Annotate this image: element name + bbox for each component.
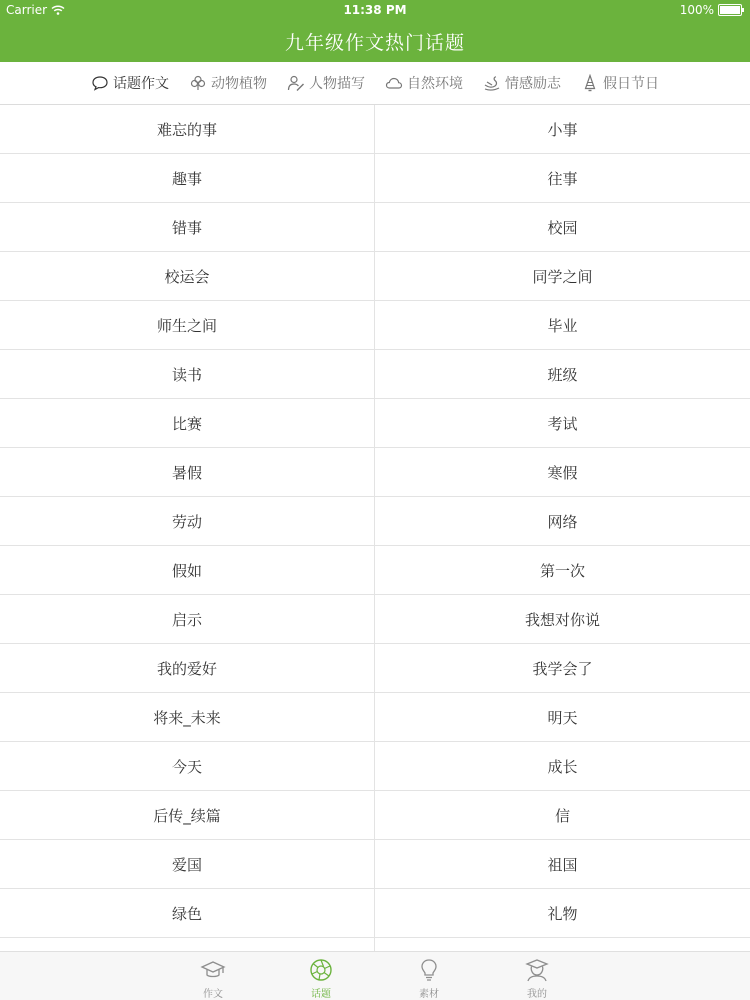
table-row — [0, 350, 750, 399]
table-row — [0, 497, 750, 546]
tab-emotion-inspiration[interactable] — [483, 73, 561, 93]
topic-cell[interactable]: 师生之间 — [0, 301, 375, 349]
topic-cell[interactable]: 错事 — [0, 203, 375, 251]
clover-icon — [189, 74, 207, 92]
topic-cell[interactable]: 明天 — [547, 708, 578, 727]
tab-label: 人物描写 — [309, 76, 365, 92]
tab-label: 自然环境 — [407, 76, 463, 92]
status-time: 11:38 PM — [343, 3, 407, 17]
person-pen-icon — [287, 74, 305, 92]
table-row — [0, 448, 750, 497]
tab-topic-essay[interactable] — [91, 73, 169, 93]
topic-cell[interactable]: 第一次 — [539, 561, 585, 580]
topic-cell[interactable]: 同学之间 — [532, 267, 593, 286]
topic-cell[interactable]: 考试 — [547, 414, 578, 433]
table-row — [0, 546, 750, 595]
table-row — [0, 742, 750, 791]
page-title: 九年级作文热门话题 — [284, 32, 465, 54]
topic-cell-empty[interactable] — [375, 938, 750, 951]
topic-cell[interactable]: 毕业 — [547, 316, 578, 335]
table-row — [0, 889, 750, 938]
christmas-tree-icon — [581, 74, 599, 92]
topic-cell[interactable]: 启示 — [0, 595, 375, 643]
topic-cell[interactable]: 往事 — [547, 169, 578, 188]
battery-label: 100% — [679, 3, 714, 17]
topic-cell[interactable]: 校园 — [547, 218, 578, 237]
table-row-partial — [0, 938, 750, 951]
table-row — [0, 154, 750, 203]
table-row — [0, 644, 750, 693]
topic-cell[interactable]: 爱国 — [0, 840, 375, 888]
topic-cell[interactable]: 成长 — [547, 757, 578, 776]
table-row — [0, 252, 750, 301]
header — [0, 0, 750, 62]
topic-cell[interactable]: 假如 — [0, 546, 375, 594]
aperture-icon — [308, 957, 334, 983]
table-row — [0, 840, 750, 889]
tab-character-description[interactable] — [287, 73, 365, 93]
tabbar-item-materials[interactable] — [399, 957, 459, 1000]
table-row — [0, 693, 750, 742]
topic-grid — [0, 105, 750, 951]
topic-cell[interactable]: 趣事 — [0, 154, 375, 202]
topic-cell[interactable]: 校运会 — [0, 252, 375, 300]
tab-animals-plants[interactable] — [189, 73, 267, 93]
speech-bubble-icon — [91, 74, 109, 92]
topic-cell[interactable]: 我的爱好 — [0, 644, 375, 692]
topic-cell[interactable]: 信 — [554, 806, 570, 825]
status-bar — [0, 0, 750, 22]
tab-label: 话题作文 — [113, 76, 169, 92]
tab-label: 动物植物 — [211, 76, 267, 92]
tab-natural-environment[interactable] — [385, 73, 463, 93]
topic-cell[interactable]: 班级 — [547, 365, 578, 384]
swan-icon — [483, 74, 501, 92]
battery-icon — [718, 4, 742, 16]
topic-cell[interactable]: 读书 — [0, 350, 375, 398]
category-tabs — [0, 62, 750, 105]
tabbar-item-mine[interactable] — [507, 957, 567, 1000]
topic-cell[interactable]: 网络 — [547, 512, 578, 531]
student-avatar-icon — [524, 957, 550, 983]
lightbulb-icon — [416, 957, 442, 983]
table-row — [0, 791, 750, 840]
battery — [680, 3, 742, 17]
topic-cell[interactable]: 将来_未来 — [0, 693, 375, 741]
tab-holidays-festivals[interactable] — [581, 73, 659, 93]
cloud-icon — [385, 74, 403, 92]
tabbar-label: 我的 — [527, 989, 547, 1000]
table-row — [0, 595, 750, 644]
topic-cell[interactable]: 难忘的事 — [0, 105, 375, 153]
topic-cell[interactable]: 暑假 — [0, 448, 375, 496]
tabbar-label: 作文 — [203, 989, 223, 1000]
table-row — [0, 105, 750, 154]
table-row — [0, 203, 750, 252]
topic-cell[interactable]: 我学会了 — [532, 659, 593, 678]
tab-label: 情感励志 — [505, 76, 561, 92]
topic-cell-empty[interactable] — [0, 938, 375, 951]
table-row — [0, 301, 750, 350]
carrier-label: Carrier — [6, 3, 48, 17]
topic-cell[interactable]: 劳动 — [0, 497, 375, 545]
bottom-tab-bar — [0, 951, 750, 1000]
topic-cell[interactable]: 祖国 — [547, 855, 578, 874]
tabbar-item-topics[interactable] — [291, 957, 351, 1000]
topic-cell[interactable]: 礼物 — [547, 904, 578, 923]
graduation-cap-icon — [200, 957, 226, 983]
topic-cell[interactable]: 比赛 — [0, 399, 375, 447]
tabbar-item-essay[interactable] — [183, 957, 243, 1000]
topic-cell[interactable]: 小事 — [547, 120, 578, 139]
topic-cell[interactable]: 后传_续篇 — [0, 791, 375, 839]
tab-label: 假日节日 — [603, 76, 659, 92]
topic-cell[interactable]: 今天 — [0, 742, 375, 790]
tabbar-label: 素材 — [419, 989, 439, 1000]
topic-cell[interactable]: 寒假 — [547, 463, 578, 482]
topic-cell[interactable]: 绿色 — [0, 889, 375, 937]
table-row — [0, 399, 750, 448]
tabbar-label: 话题 — [311, 989, 331, 1000]
topic-cell[interactable]: 我想对你说 — [524, 610, 600, 629]
